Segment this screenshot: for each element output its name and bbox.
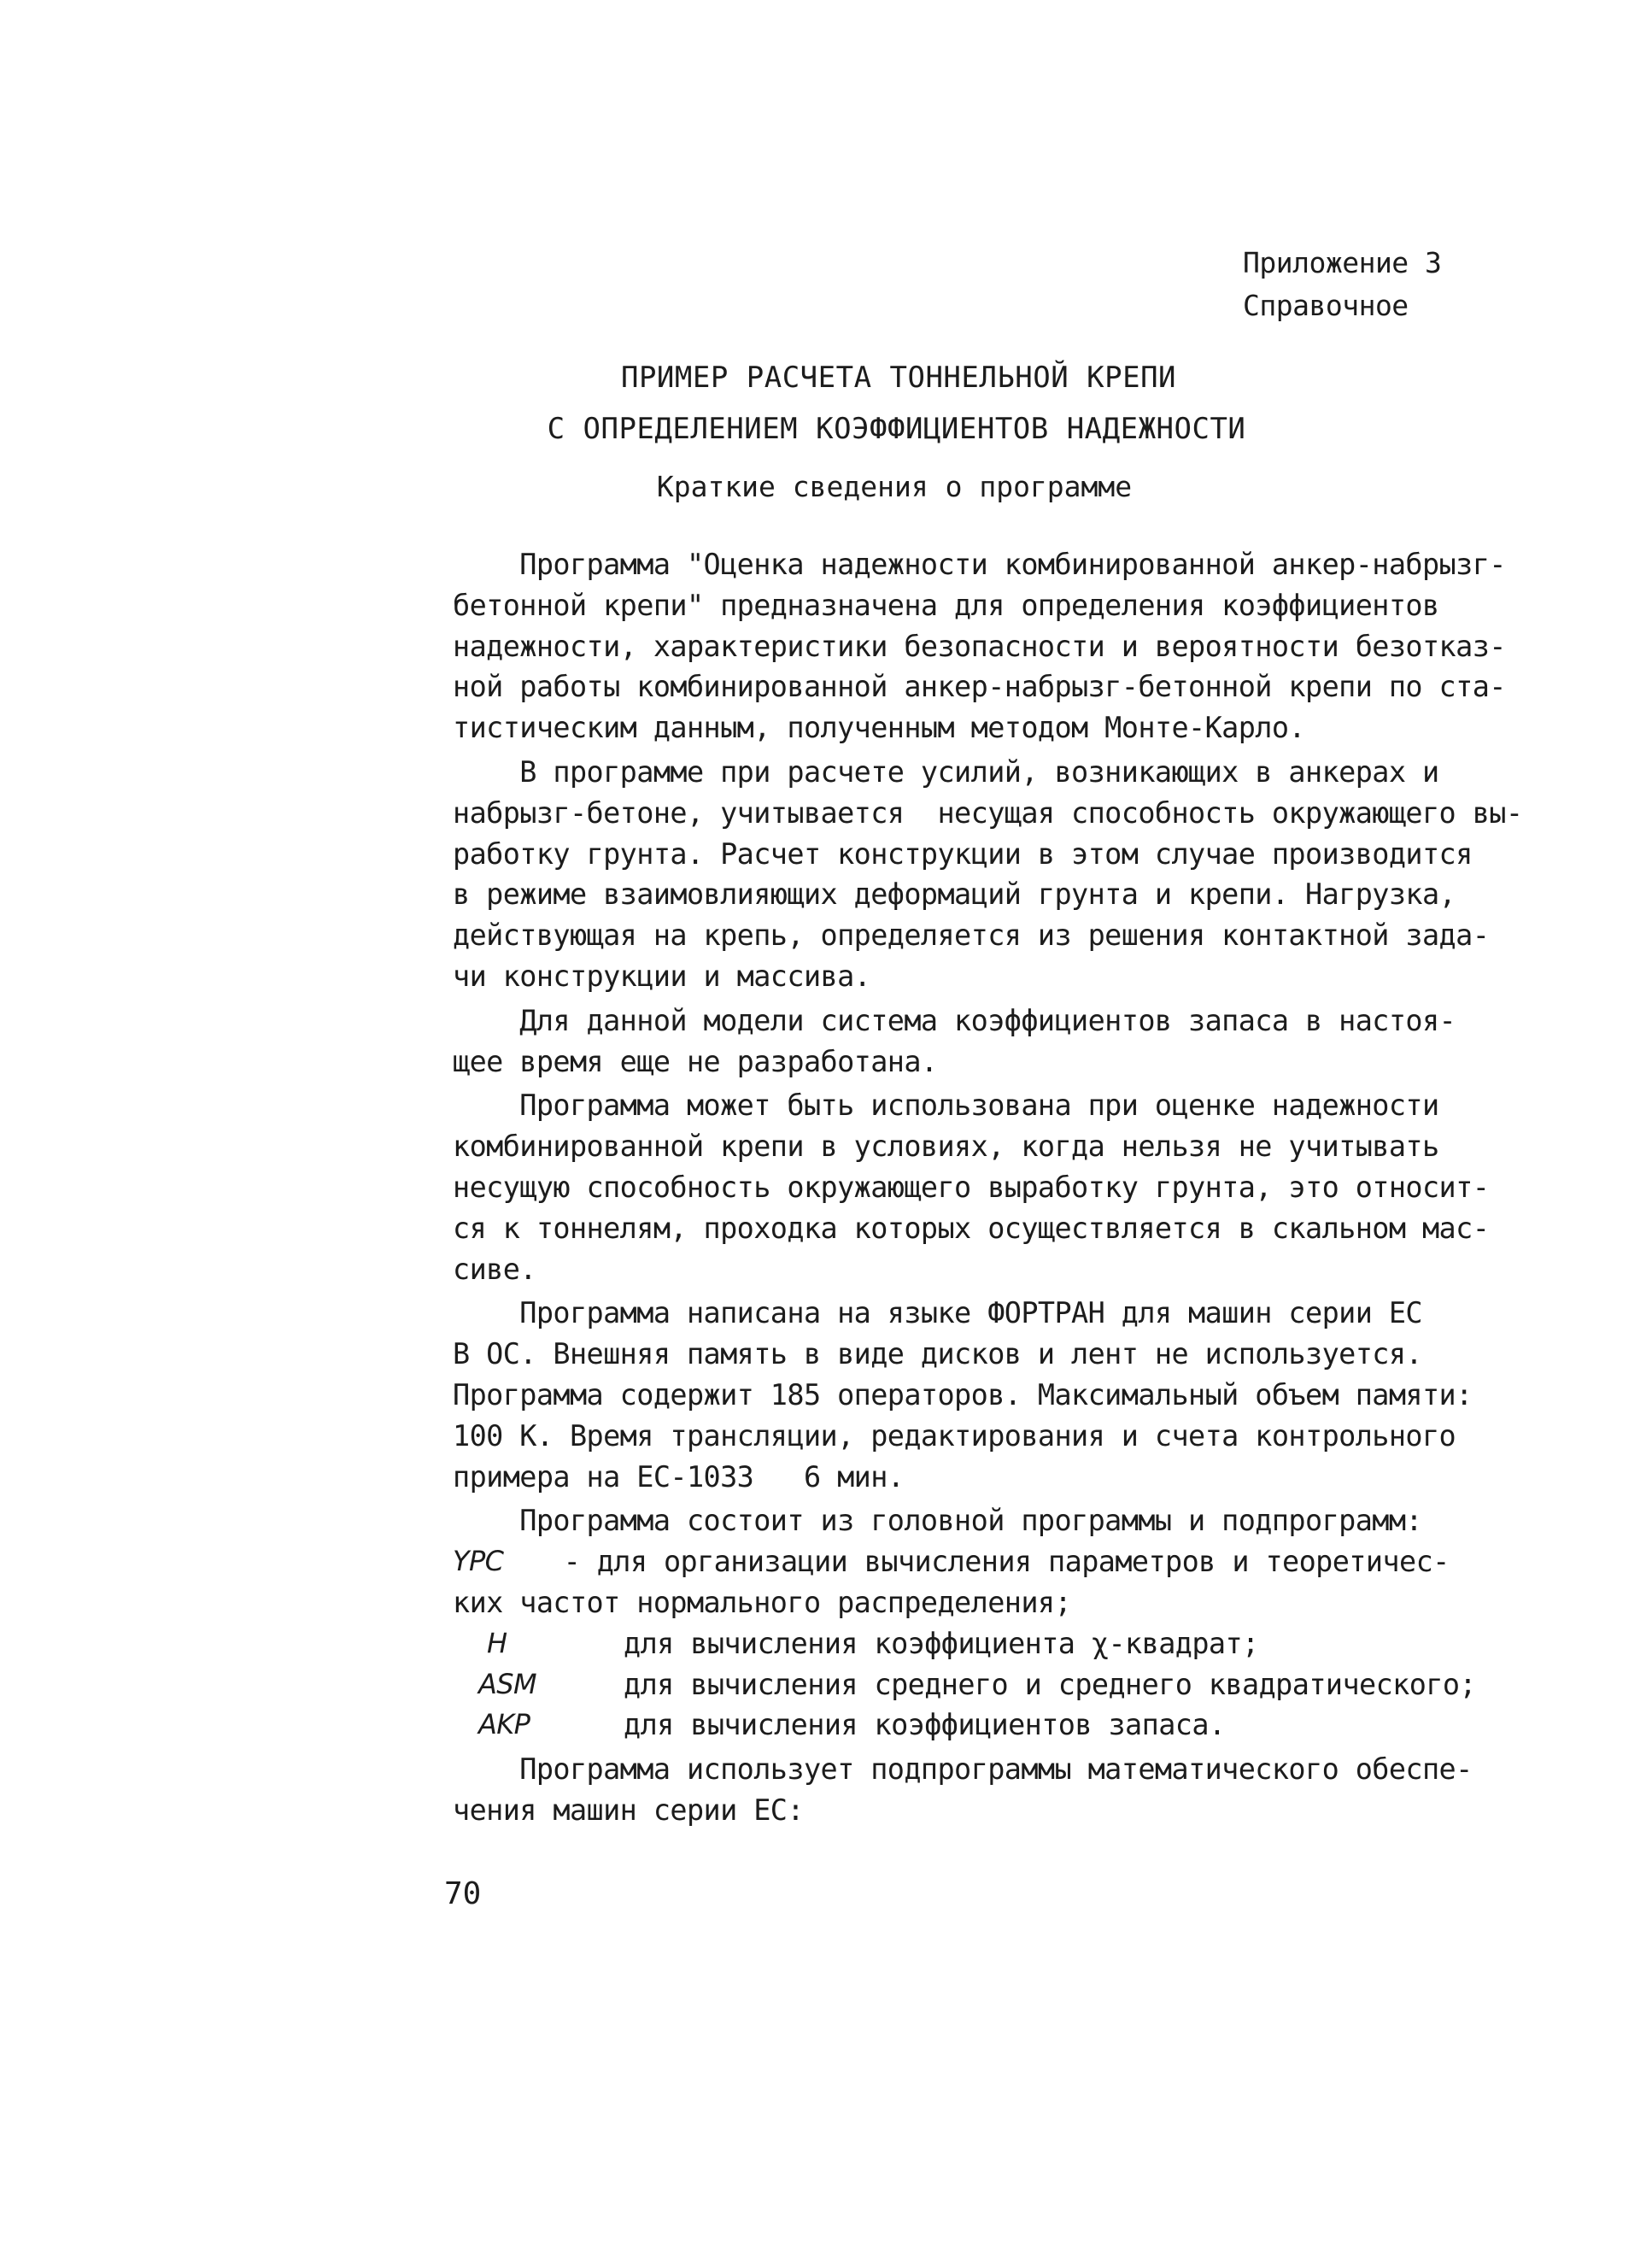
list-item [453,1664,1546,1705]
paragraph-7 [453,1749,1546,1831]
text-line: чи конструкции и массива. [453,959,871,993]
subprogram-description: - для организации вычисления параметров и теоретичес- [547,1545,1450,1579]
body-text [453,544,1546,1831]
appendix-header [1243,242,1441,327]
text-line: ной работы комбинированной анкер-набрызг-бетонной крепи по ста- [453,670,1506,704]
subprogram-description: для вычисления среднего и среднего квадратического; [624,1667,1477,1701]
text-line: Программа состоит из головной программы и подпрограмм: [453,1504,1422,1538]
text-line: Программа написана на языке ФОРТРАН для машин серии ЕС [453,1296,1422,1330]
title-line-2: С ОПРЕДЕЛЕНИЕМ КОЭФФИЦИЕНТОВ НАДЕЖНОСТИ [547,412,1246,446]
page-number: 70 [444,1876,482,1911]
text-line: Для данной модели система коэффициентов запаса в настоя- [453,1003,1456,1037]
list-item [453,1705,1546,1746]
text-line: набрызг-бетоне, учитывается несущая способность окружающего вы- [453,795,1523,830]
paragraph-5 [453,1293,1546,1497]
text-line: В ОС. Внешняя память в виде дисков и лент не используется. [453,1337,1422,1371]
text-line: сиве. [453,1252,536,1286]
list-item [453,1541,1546,1582]
subprogram-name: H [487,1626,507,1659]
text-line: в режиме взаимовлияющих деформаций грунта и крепи. Нагрузка, [453,877,1456,912]
text-line: чения машин серии ЕС: [453,1793,804,1827]
appendix-label: Приложение 3 [1243,246,1442,279]
subprogram-name: ASM [478,1667,537,1700]
subprogram-description: ких частот нормального распределения; [453,1585,1072,1619]
text-line: комбинированной крепи в условиях, когда нельзя не учитывать [453,1130,1439,1164]
appendix-type: Справочное [1243,289,1409,322]
text-line: Программа содержит 185 операторов. Максимальный объем памяти: [453,1377,1473,1412]
document-title [0,352,1652,455]
subprogram-name: YPC [453,1545,504,1578]
text-line: надежности, характеристики безопасности и вероятности безотказ- [453,629,1506,663]
text-line: Программа использует подпрограммы математического обеспе- [453,1752,1473,1787]
section-subtitle: Краткие сведения о программе [656,470,1133,503]
paragraph-4 [453,1085,1546,1289]
subprogram-list [453,1541,1546,1746]
text-line: действующая на крепь, определяется из решения контактной зада- [453,919,1490,953]
subprogram-description: для вычисления коэффициентов запаса. [624,1708,1226,1742]
text-line: Программа "Оценка надежности комбинированной анкер-набрызг- [453,548,1506,581]
text-line: тистическим данным, полученным методом Монте-Карло. [453,711,1306,745]
text-line: щее время еще не разработана. [453,1044,938,1078]
text-line: 100 К. Время трансляции, редактирования и счета контрольного [453,1418,1456,1453]
subprogram-name: AKP [478,1708,530,1741]
title-line-1: ПРИМЕР РАСЧЕТА ТОННЕЛЬНОЙ КРЕПИ [620,361,1177,395]
text-line: ся к тоннелям, проходка которых осуществляется в скальном мас- [453,1211,1490,1245]
paragraph-6 [453,1500,1546,1541]
subprogram-description: для вычисления коэффициента χ-квадрат; [624,1626,1259,1660]
text-line: примера на ЕС-1033 6 мин. [453,1459,905,1494]
paragraph-3 [453,1001,1546,1083]
paragraph-1 [453,544,1546,748]
text-line: В программе при расчете усилий, возникающих в анкерах и [453,754,1439,789]
text-line: Программа может быть использована при оценке надежности [453,1089,1439,1123]
text-line: бетонной крепи" предназначена для определения коэффициентов [453,588,1439,622]
text-line: несущую способность окружающего выработку грунта, это относит- [453,1170,1490,1204]
paragraph-2 [453,752,1546,997]
text-line: работку грунта. Расчет конструкции в этом случае производится [453,836,1473,871]
list-item [453,1623,1546,1664]
list-item [453,1582,1546,1623]
